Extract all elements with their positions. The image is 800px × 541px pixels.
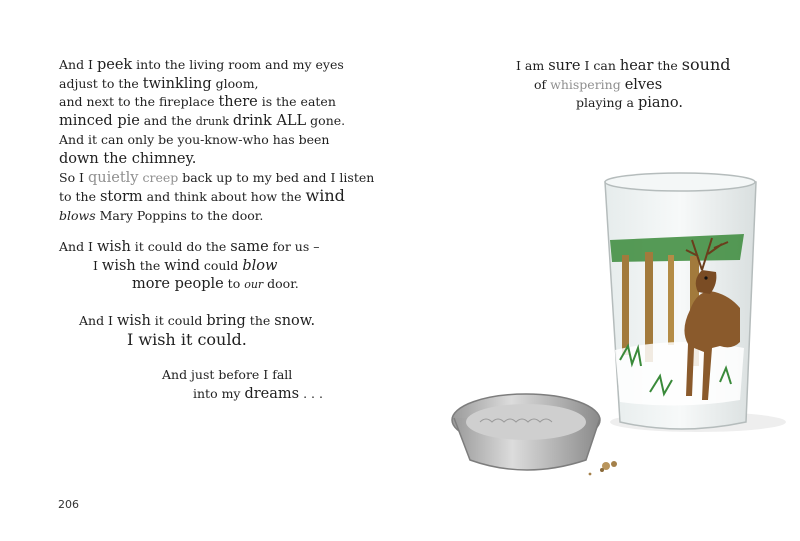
- left-paragraph-3: [59, 312, 315, 350]
- page-number: 206: [58, 498, 79, 511]
- right-paragraph-1: [490, 56, 731, 113]
- styled-word: sure: [548, 58, 581, 74]
- styled-word: elves: [624, 76, 663, 93]
- text-line: [59, 207, 374, 226]
- text-run: So I: [59, 169, 88, 185]
- styled-word: wish: [96, 239, 131, 255]
- styled-word: twinkling: [142, 75, 212, 92]
- styled-word: there: [218, 94, 258, 111]
- styled-word: wind: [305, 186, 345, 206]
- text-run: I: [93, 257, 102, 273]
- text-run: and next to the fireplace: [59, 94, 219, 110]
- styled-word: storm: [99, 189, 143, 206]
- text-run: into my: [193, 385, 245, 401]
- text-line: [490, 56, 731, 76]
- text-run: and think about how the: [142, 189, 306, 205]
- styled-word: wish: [116, 313, 151, 329]
- text-line: [59, 275, 319, 295]
- pie-tin: [452, 394, 600, 470]
- text-run: And just before I fall: [162, 367, 293, 382]
- text-run: back up to my bed and I listen: [178, 169, 375, 185]
- text-run: And it can only be you-know-who has been: [59, 132, 330, 148]
- text-line: [59, 238, 319, 257]
- styled-word: sound: [681, 55, 731, 74]
- styled-word: whispering: [550, 76, 621, 92]
- text-run: gloom,: [211, 75, 259, 91]
- styled-word: bring: [206, 313, 246, 329]
- text-run: for us –: [268, 239, 320, 254]
- left-paragraph-1: [59, 56, 374, 225]
- text-run: could: [199, 257, 243, 273]
- text-run: the: [135, 257, 165, 273]
- text-line: [59, 366, 323, 385]
- text-line: [59, 312, 315, 331]
- text-line: [59, 150, 374, 169]
- text-run: . . .: [299, 385, 323, 401]
- text-run: And I: [59, 57, 97, 72]
- text-line: [59, 385, 323, 404]
- styled-word: wind: [164, 257, 200, 274]
- text-run: is the eaten: [257, 94, 336, 110]
- text-run: into the living room and my eyes: [132, 57, 344, 72]
- text-line: [59, 169, 374, 188]
- styled-word: same: [230, 239, 269, 255]
- styled-word: drunk: [195, 114, 229, 128]
- left-paragraph-2: [59, 238, 319, 295]
- text-run: door.: [263, 276, 299, 292]
- text-run: the: [653, 58, 682, 73]
- styled-word: down the chimney.: [59, 150, 197, 167]
- text-run: the: [245, 313, 275, 328]
- styled-word: minced pie: [59, 112, 140, 129]
- text-run: to the: [59, 189, 100, 205]
- styled-word: blow: [242, 257, 278, 274]
- text-run: it could do the: [130, 239, 231, 254]
- text-run: playing a: [576, 95, 638, 111]
- text-run: adjust to the: [59, 75, 143, 91]
- text-line: [59, 131, 374, 150]
- text-run: I can: [580, 58, 620, 73]
- styled-word: snow.: [274, 313, 316, 329]
- text-run: to: [223, 276, 245, 292]
- styled-word: hear: [619, 58, 654, 74]
- text-run: I am: [516, 58, 549, 73]
- text-run: of: [534, 76, 551, 92]
- text-line: [59, 187, 374, 207]
- text-line: [490, 94, 731, 113]
- styled-word: creep: [142, 169, 179, 185]
- text-line: [59, 93, 374, 112]
- text-run: gone.: [306, 112, 346, 128]
- text-line: [59, 257, 319, 276]
- styled-word: drink ALL: [232, 112, 307, 129]
- styled-word: more people: [132, 276, 224, 293]
- styled-word: our: [244, 278, 264, 292]
- styled-word: piano.: [637, 95, 683, 112]
- text-line: [59, 331, 315, 351]
- text-line: [490, 76, 731, 95]
- text-run: And I: [59, 239, 97, 254]
- left-paragraph-4: [59, 366, 323, 403]
- text-run: it could: [150, 313, 207, 328]
- styled-word: I wish it could.: [127, 329, 247, 349]
- text-line: [59, 75, 374, 94]
- crumbs: [589, 461, 617, 475]
- text-line: [59, 112, 374, 132]
- styled-word: quietly: [87, 169, 139, 186]
- styled-word: peek: [96, 57, 133, 73]
- styled-word: blows: [59, 207, 96, 223]
- styled-word: wish: [101, 257, 136, 274]
- styled-word: dreams: [244, 385, 300, 402]
- text-run: and the: [139, 112, 196, 128]
- text-line: [59, 56, 374, 75]
- text-run: Mary Poppins to the door.: [95, 207, 264, 223]
- text-run: And I: [79, 313, 117, 328]
- glass-and-pie-illustration: [440, 160, 800, 490]
